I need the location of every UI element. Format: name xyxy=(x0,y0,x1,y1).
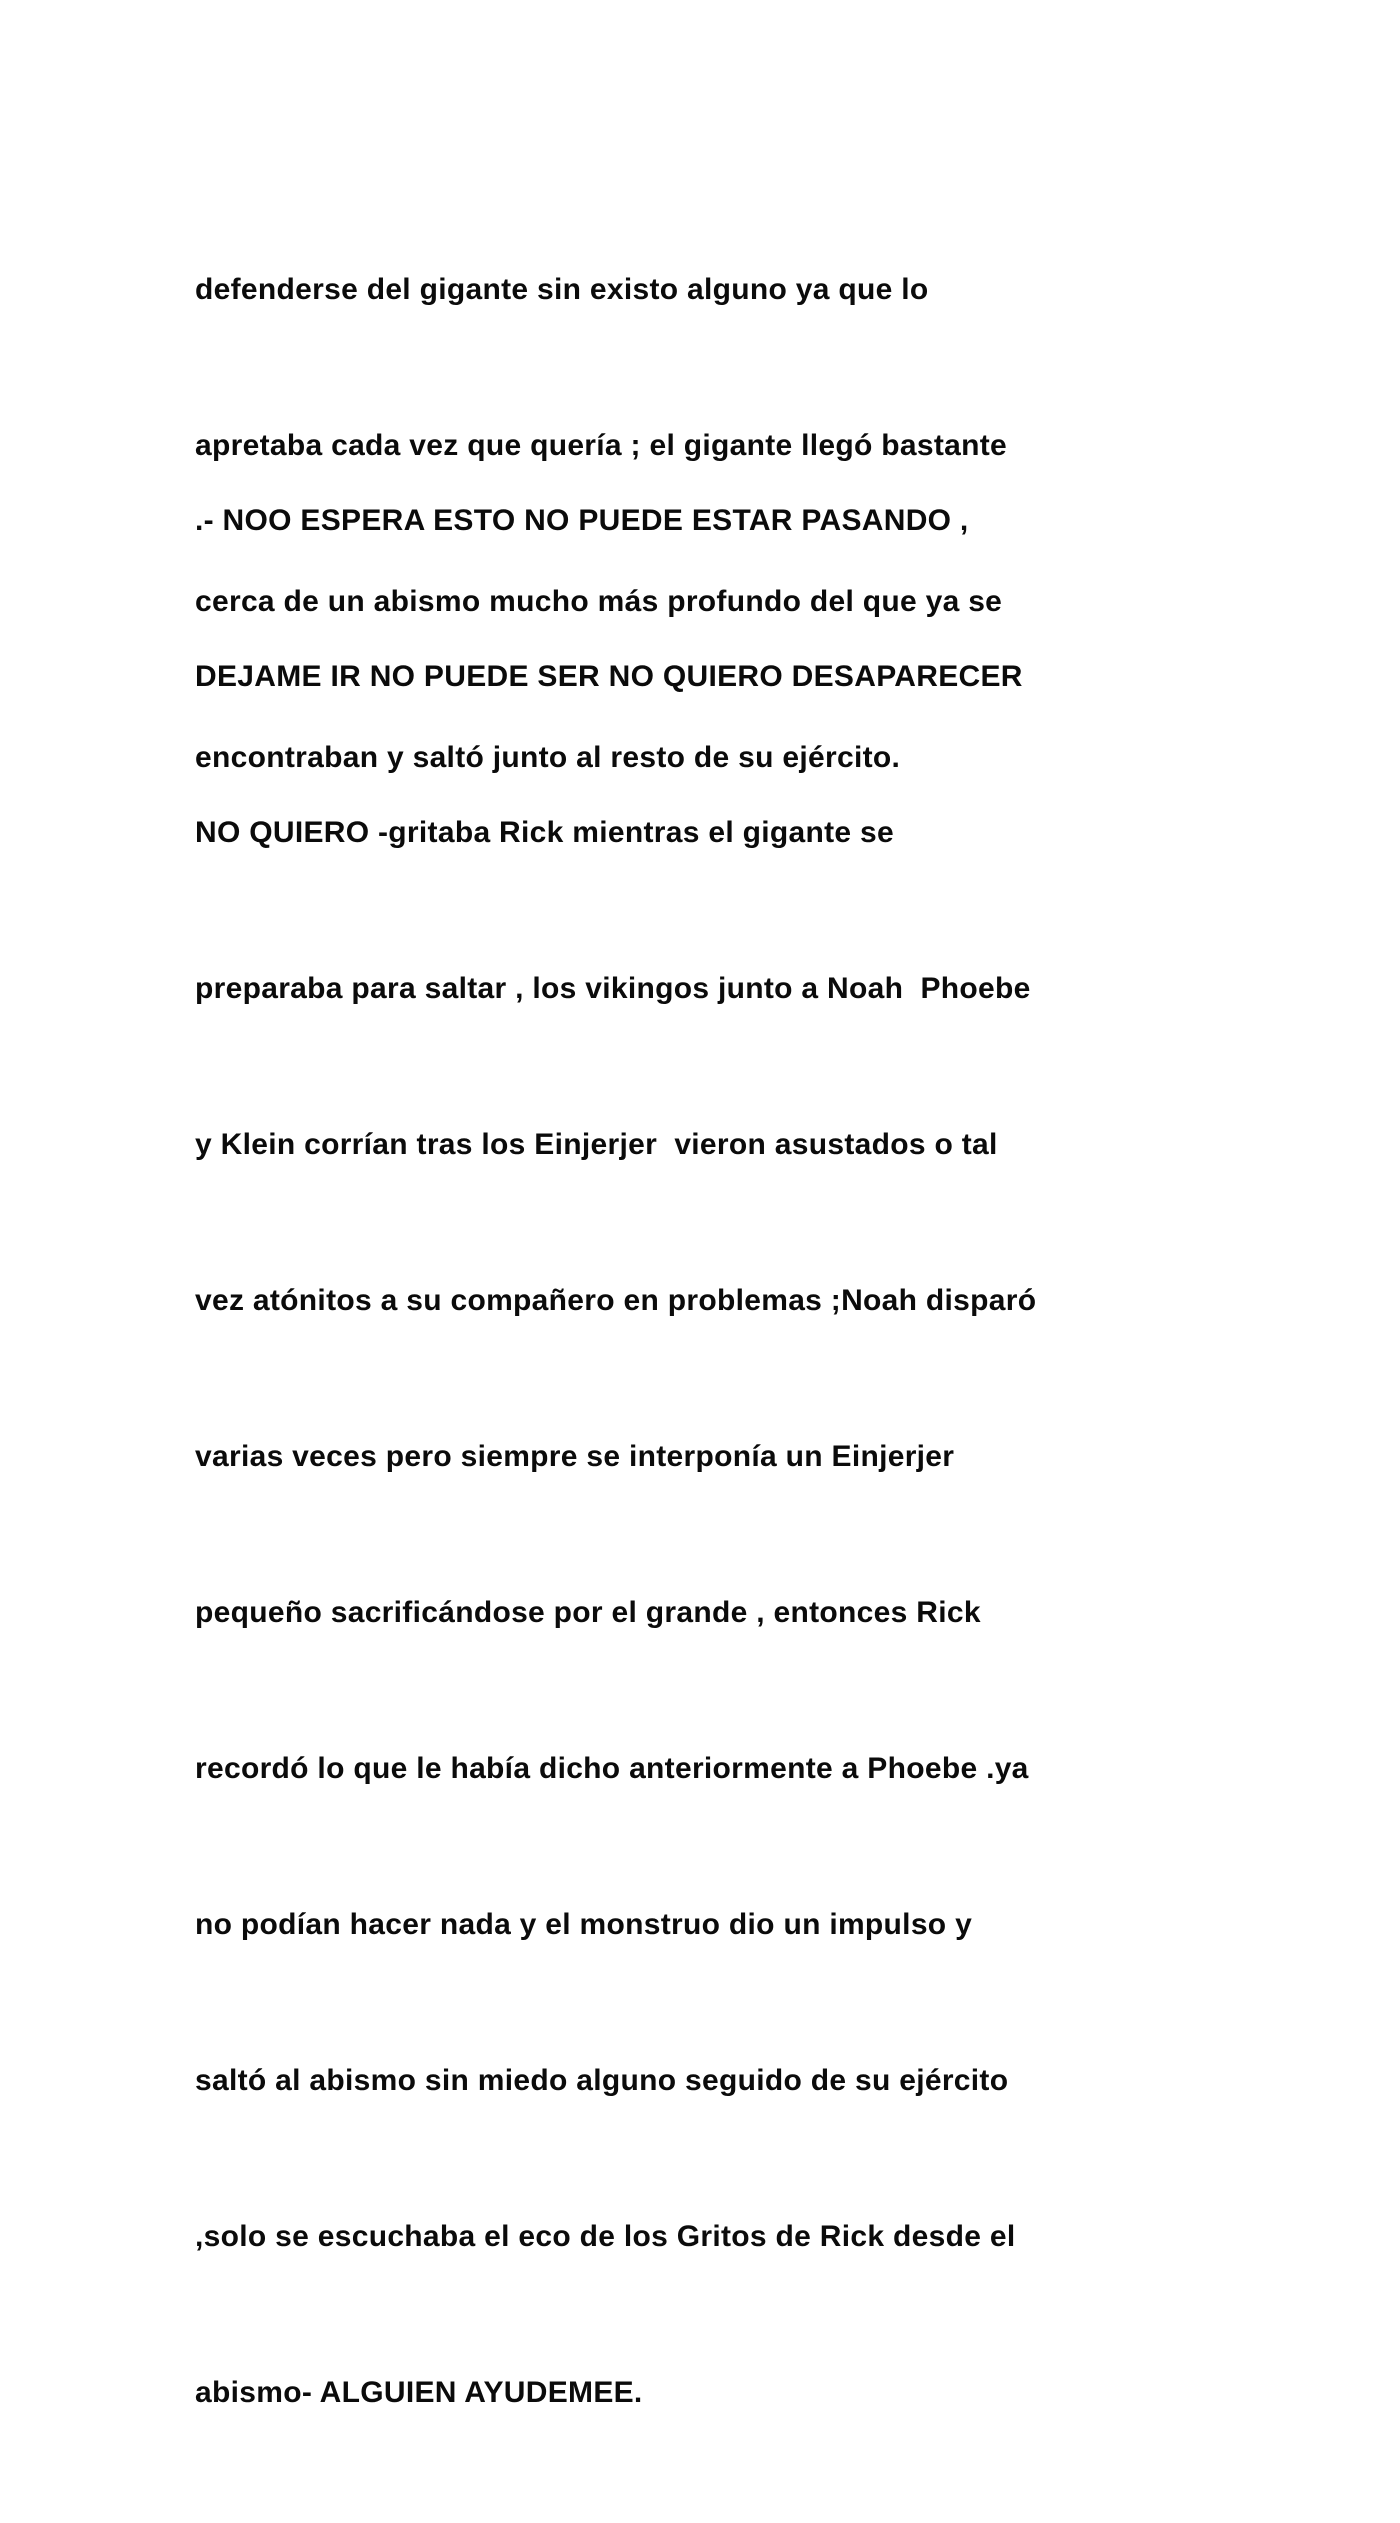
paragraph-line: pequeño sacrificándose por el grande , entonces Rick xyxy=(195,1596,981,1629)
paragraph-line: no podían hacer nada y el monstruo dio un impulso y xyxy=(195,1908,973,1941)
paragraph-line: abismo- ALGUIEN AYUDEMEE. xyxy=(195,2376,643,2409)
paragraph-2 xyxy=(195,391,1255,2523)
paragraph-line: vez atónitos a su compañero en problemas ;Noah disparó xyxy=(195,1284,1037,1317)
paragraph-line: apretaba cada vez que quería ; el gigante llegó bastante xyxy=(195,429,1008,462)
paragraph-line: varias veces pero siempre se interponía un Einjerjer xyxy=(195,1440,955,1473)
paragraph-line: ,solo se escuchaba el eco de los Gritos de Rick desde el xyxy=(195,2220,1016,2253)
paragraph-line: .- NOO ESPERA ESTO NO PUEDE ESTAR PASANDO , xyxy=(195,504,969,537)
paragraph-line: cerca de un abismo mucho más profundo del que ya se xyxy=(195,585,1003,618)
paragraph-line: y Klein corrían tras los Einjerjer vieron asustados o tal xyxy=(195,1128,998,1161)
paragraph-line: defenderse del gigante sin existo alguno ya que lo xyxy=(195,273,929,306)
paragraph-line: DEJAME IR NO PUEDE SER NO QUIERO DESAPARECER xyxy=(195,660,1023,693)
paragraph-line: preparaba para saltar , los vikingos junto a Noah Phoebe xyxy=(195,972,1031,1005)
paragraph-line: encontraban y saltó junto al resto de su ejército. xyxy=(195,741,901,774)
paragraph-line: recordó lo que le había dicho anteriormente a Phoebe .ya xyxy=(195,1752,1029,1785)
paragraph-line: saltó al abismo sin miedo alguno seguido de su ejército xyxy=(195,2064,1009,2097)
paragraph-line: NO QUIERO -gritaba Rick mientras el gigante se xyxy=(195,816,894,849)
